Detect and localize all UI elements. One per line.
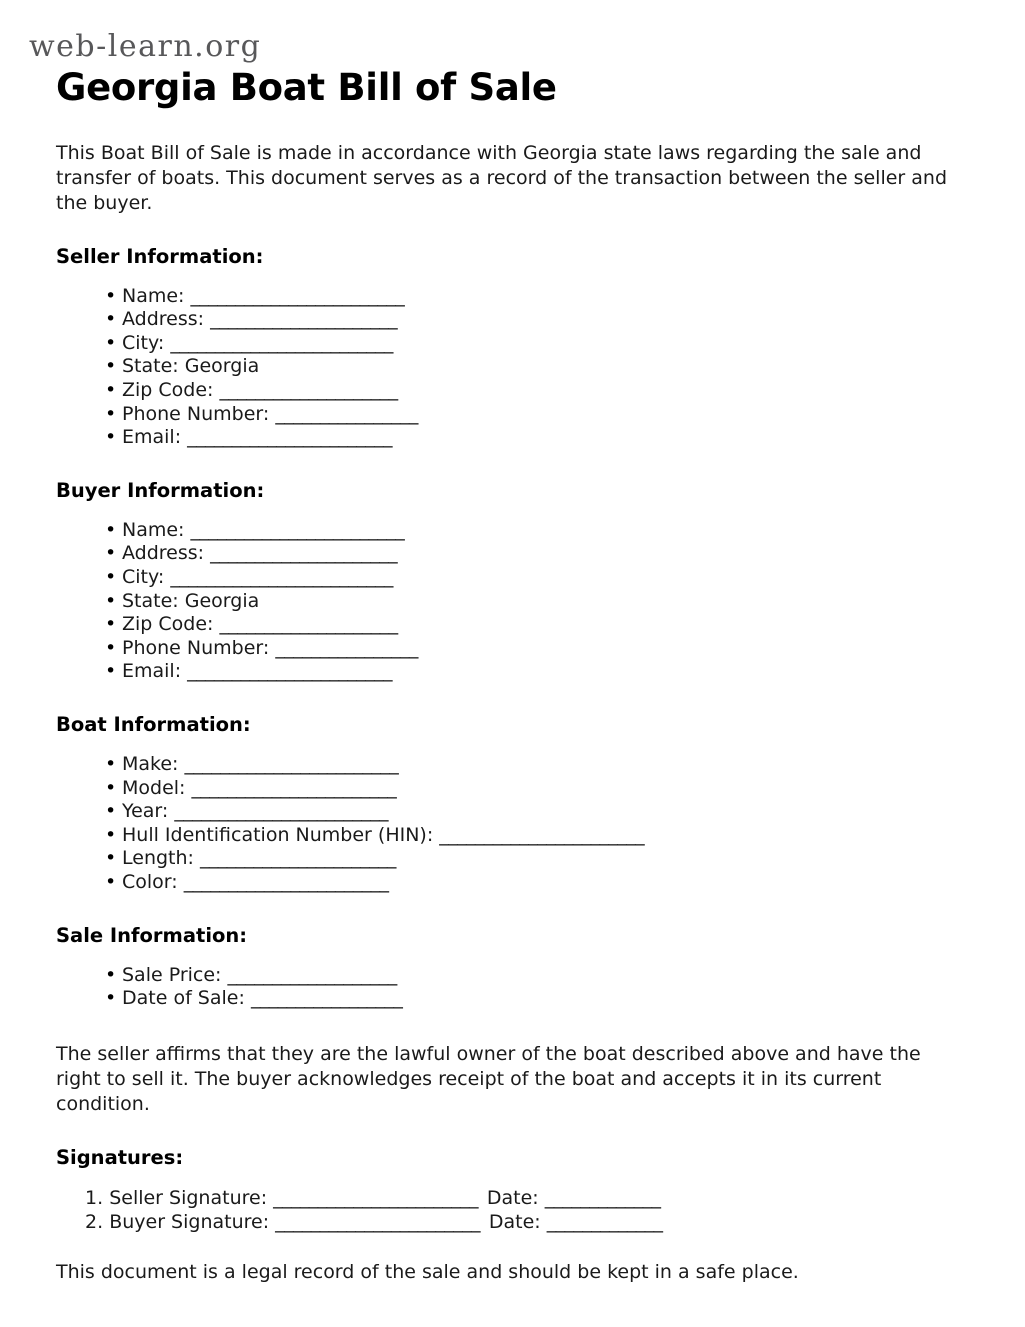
field-label: Name: xyxy=(122,284,185,307)
field-label: State: xyxy=(122,355,179,378)
list-item xyxy=(105,824,968,848)
field-label: Phone Number: xyxy=(122,402,270,425)
seller-field-list xyxy=(56,285,968,450)
signatures-heading: Signatures: xyxy=(56,1145,184,1169)
field-blank[interactable]: ________________________ xyxy=(190,518,405,541)
closing-paragraph: This document is a legal record of the sale and should be kept in a safe place. xyxy=(56,1260,799,1283)
page-title: Georgia Boat Bill of Sale xyxy=(56,66,557,109)
list-item xyxy=(105,777,968,801)
field-label: Length: xyxy=(122,847,194,870)
list-item xyxy=(105,355,968,379)
boat-information-heading: Boat Information: xyxy=(56,712,251,736)
list-item xyxy=(105,542,968,566)
signature-label: Seller Signature: xyxy=(109,1186,268,1209)
list-item xyxy=(105,637,968,661)
field-label: Address: xyxy=(122,308,205,331)
list-item xyxy=(105,753,968,777)
field-label: Email: xyxy=(122,426,182,449)
field-blank[interactable]: _________________________ xyxy=(170,566,393,588)
list-item xyxy=(105,426,968,450)
seller-information-heading: Seller Information: xyxy=(56,244,264,268)
field-blank[interactable]: _________________________ xyxy=(170,331,393,354)
date-blank[interactable]: _____________ xyxy=(546,1211,663,1234)
list-item xyxy=(85,1210,968,1235)
boat-field-list xyxy=(56,753,968,895)
field-blank[interactable]: ______________________ xyxy=(199,847,396,870)
field-label: Color: xyxy=(122,870,178,893)
list-item xyxy=(105,308,968,332)
field-label: Email: xyxy=(122,660,182,683)
signature-list xyxy=(56,1186,968,1235)
site-logo: web-learn.org xyxy=(29,29,262,64)
list-number: 2. xyxy=(85,1211,104,1234)
field-label: Make: xyxy=(122,752,179,775)
document-content xyxy=(29,0,968,1285)
buyer-information-heading: Buyer Information: xyxy=(56,478,265,502)
field-label: Hull Identification Number (HIN): xyxy=(122,823,434,846)
list-item xyxy=(105,847,968,871)
field-value: Georgia xyxy=(184,355,260,378)
field-blank[interactable]: _____________________ xyxy=(210,542,398,565)
list-item xyxy=(105,613,968,637)
field-blank[interactable]: ________________ xyxy=(275,636,418,659)
field-blank[interactable]: ____________________ xyxy=(219,613,398,636)
sale-information-heading: Sale Information: xyxy=(56,923,248,947)
list-item xyxy=(105,871,968,895)
date-label: Date: xyxy=(488,1211,541,1234)
field-blank[interactable]: _____________________ xyxy=(210,308,398,331)
list-item xyxy=(85,1186,968,1211)
date-label: Date: xyxy=(486,1186,539,1209)
list-item xyxy=(105,590,968,614)
field-blank[interactable]: _______________________ xyxy=(187,426,392,449)
signature-label: Buyer Signature: xyxy=(109,1211,270,1234)
field-label: Phone Number: xyxy=(122,636,270,659)
list-item xyxy=(105,660,968,684)
field-blank[interactable]: _________________ xyxy=(250,987,403,1010)
list-item xyxy=(105,566,968,590)
list-item xyxy=(105,519,968,543)
affirmation-paragraph: The seller affirms that they are the lawful owner of the boat described above and have the right to sell it. The buyer acknowledges receipt of the boat and accepts it in its current condition. xyxy=(56,1042,921,1115)
list-item xyxy=(105,332,968,356)
field-label: Date of Sale: xyxy=(122,987,245,1010)
list-item xyxy=(105,800,968,824)
field-label: Name: xyxy=(122,518,185,541)
field-blank[interactable]: ___________________ xyxy=(227,963,397,986)
field-blank[interactable]: ________________________ xyxy=(174,800,388,823)
list-item xyxy=(105,964,968,988)
field-blank[interactable]: ________________________ xyxy=(184,752,399,775)
field-blank[interactable]: ________________________ xyxy=(190,284,405,307)
signature-blank[interactable]: _______________________ xyxy=(273,1186,478,1209)
field-blank[interactable]: _______________________ xyxy=(183,870,389,893)
field-blank[interactable]: _______________________ xyxy=(187,660,392,683)
field-blank[interactable]: ____________________ xyxy=(219,379,398,402)
field-label: City: xyxy=(122,331,165,354)
field-label: Zip Code: xyxy=(122,379,214,402)
field-value: Georgia xyxy=(184,589,260,612)
sale-field-list xyxy=(56,964,968,1011)
field-blank[interactable]: _______________________ xyxy=(439,823,644,846)
buyer-field-list xyxy=(56,519,968,684)
list-item xyxy=(105,285,968,309)
field-label: Zip Code: xyxy=(122,613,214,636)
field-blank[interactable]: _______________________ xyxy=(191,776,397,799)
field-blank[interactable]: ________________ xyxy=(275,402,418,425)
list-item xyxy=(105,379,968,403)
field-label: Sale Price: xyxy=(122,963,222,986)
intro-paragraph: This Boat Bill of Sale is made in accordance with Georgia state laws regarding the sale and transfer of boats. This document serves as a record of the transaction between the seller and the buyer. xyxy=(56,141,948,214)
field-label: Address: xyxy=(122,542,205,565)
date-blank[interactable]: _____________ xyxy=(544,1186,661,1209)
field-label: City: xyxy=(122,566,165,588)
signature-blank[interactable]: _______________________ xyxy=(275,1211,480,1234)
list-number: 1. xyxy=(85,1186,104,1209)
field-label: Year: xyxy=(122,800,169,823)
list-item xyxy=(105,403,968,427)
field-label: Model: xyxy=(122,776,186,799)
field-label: State: xyxy=(122,589,179,612)
list-item xyxy=(105,987,968,1011)
